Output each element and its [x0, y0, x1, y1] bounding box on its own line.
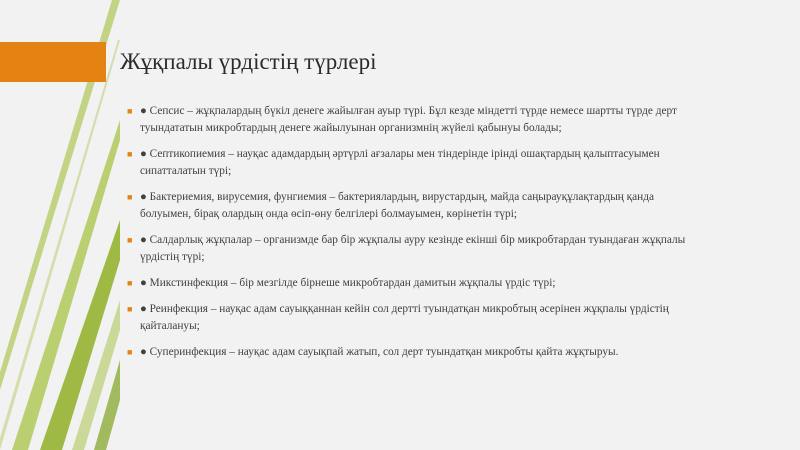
list-item-text: ● Суперинфекция – науқас адам сауықпай жатып, сол дерт туындатқан микробты қайта жұқтыруы. [140, 346, 619, 358]
bullet-icon: ■ [127, 106, 133, 116]
list-item [127, 301, 687, 335]
list-item [127, 344, 687, 361]
list-item [127, 232, 687, 266]
bullet-icon: ■ [127, 235, 133, 245]
list-item [127, 189, 687, 223]
title-accent-bar [0, 42, 106, 82]
bullet-list [127, 103, 687, 370]
slide-title: Жұқпалы үрдістің түрлері [120, 49, 377, 74]
list-item [127, 275, 687, 292]
list-item [127, 103, 687, 137]
list-item-text: ● Бактериемия, вирусемия, фунгиемия – бактериялардың, вирустардың, майда саңырауқұлақтардың қанда болуымен, бірақ олардың онда өсіп-өну белгілері болмауымен, көрінетін түрі; [140, 191, 654, 220]
list-item [127, 146, 687, 180]
list-item-text: ● Сепсис – жұқпалардың бүкіл денеге жайылған ауыр түрі. Бұл кезде міндетті түрде немесе шартты түрде дерт туындататын микробтардың денеге жайылуынан организмнің жүйелі қабынуы болады; [140, 105, 677, 134]
bullet-icon: ■ [127, 347, 133, 357]
bullet-icon: ■ [127, 192, 133, 202]
bullet-icon: ■ [127, 149, 133, 159]
list-item-text: ● Септикопиемия – науқас адамдардың әртүрлі ағзалары мен тіндерінде ірінді ошақтардың қалыптасуымен сипатталатын түрі; [140, 148, 660, 177]
accent-rect [0, 42, 106, 82]
bullet-icon: ■ [127, 278, 133, 288]
list-item-text: ● Микстинфекция – бір мезгілде бірнеше микробтардан дамитын жұқпалы үрдіс түрі; [140, 277, 556, 289]
list-item-text: ● Реинфекция – науқас адам сауыққаннан кейін сол дертті туындатқан микробтың әсерінен жұқпалы үрдістің қайталануы; [140, 303, 669, 332]
bullet-icon: ■ [127, 304, 133, 314]
list-item-text: ● Салдарлық жұқпалар – организмде бар бір жұқпалы ауру кезінде екінші бір микробтардан туындаған жұқпалы үрдістің түрі; [140, 234, 686, 263]
